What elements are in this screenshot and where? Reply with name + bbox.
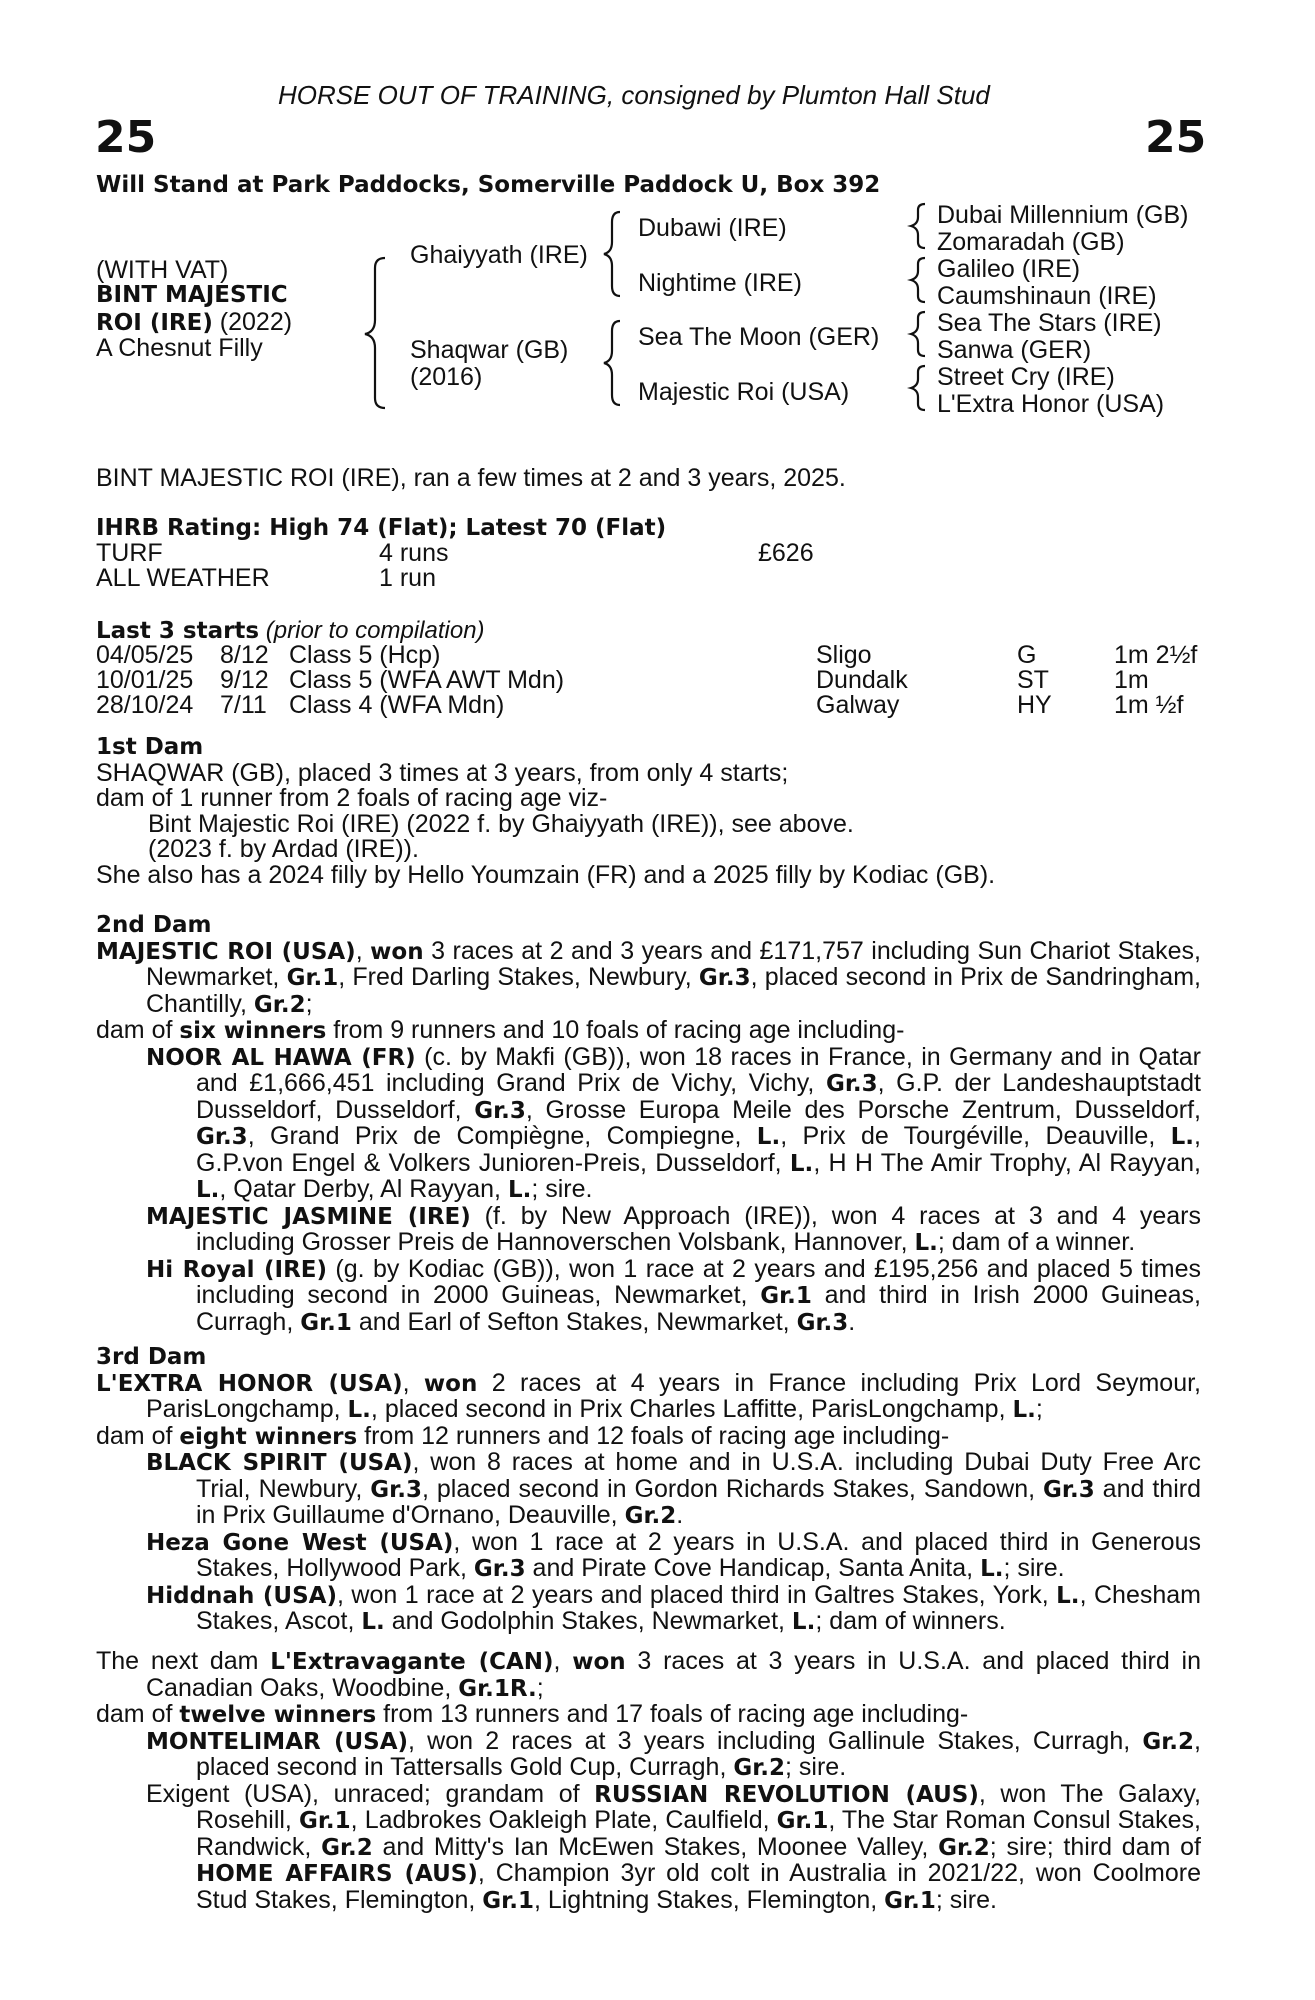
dam-dam: Majestic Roi (USA) — [638, 378, 850, 406]
start-distance: 1m ½f — [1114, 691, 1184, 719]
start-distance: 1m 2½f — [1114, 641, 1198, 669]
start-row — [96, 692, 1206, 718]
dam-record: L'EXTRA HONOR (USA), won 2 races at 4 years in France including Prix Lord Seymour, ParisLongchamp, L., placed second in Prix Charles Laffitte, ParisLongchamp, L.; — [96, 1368, 1202, 1423]
rating-surface: ALL WEATHER — [96, 564, 270, 592]
start-row — [96, 642, 1206, 668]
first-dam-section — [96, 735, 1201, 888]
produce-entry: (2023 f. by Ardad (IRE)). — [148, 835, 419, 863]
produce-entry: MAJESTIC JASMINE (IRE) (f. by New Approach (IRE)), won 4 races at 3 and 4 years including Grosser Preis de Hannoverschen Volsbank, Hannover, L.; dam of a winner. — [146, 1201, 1201, 1256]
start-going: G — [1017, 641, 1037, 669]
start-race: Class 5 (Hcp) — [289, 641, 441, 669]
dam-sire: Sea The Moon (GER) — [638, 323, 880, 351]
lot-number-left: 25 — [95, 112, 157, 163]
dam: Shaqwar (GB) — [410, 336, 569, 364]
rating-row — [96, 540, 1206, 566]
dam-dam-sire: Street Cry (IRE) — [937, 363, 1115, 391]
start-placing: 9/12 — [220, 666, 269, 694]
sire-sire-sire: Dubai Millennium (GB) — [937, 201, 1189, 229]
start-going: HY — [1017, 691, 1052, 719]
rating-heading: IHRB Rating: High 74 (Flat); Latest 70 (Flat) — [96, 515, 667, 541]
fourth-dam-section — [96, 1649, 1201, 1914]
sire-dam-sire: Galileo (IRE) — [937, 255, 1081, 283]
section-heading: 1st Dam — [96, 734, 204, 760]
horse-description: A Chesnut Filly — [96, 334, 263, 362]
section-heading: 3rd Dam — [96, 1344, 207, 1370]
produce-entry: Exigent (USA), unraced; grandam of RUSSIAN REVOLUTION (AUS), won The Galaxy, Rosehill, Gr.1, Ladbrokes Oakleigh Plate, Caulfield, Gr.1, The Star Roman Consul Stakes, Randwick, Gr.2 and Mitty's Ian McEwen Stakes, Moonee Valley, Gr.2; sire; third dam of HOME AFFAIRS (AUS), Champion 3yr old colt in Australia in 2021/22, won Coolmore Stud Stakes, Flemington, Gr.1, Lightning Stakes, Flemington, Gr.1; sire. — [146, 1779, 1202, 1914]
start-race: Class 4 (WFA Mdn) — [289, 691, 505, 719]
sire-dam: Nightime (IRE) — [638, 269, 802, 297]
produce-entry: MONTELIMAR (USA), won 2 races at 3 years including Gallinule Stakes, Curragh, Gr.2, placed second in Tattersalls Gold Cup, Curragh, Gr.2; sire. — [146, 1726, 1201, 1781]
start-going: ST — [1017, 666, 1049, 694]
dam-year: (2016) — [410, 363, 483, 391]
dam-record: The next dam L'Extravagante (CAN), won 3 races at 3 years in U.S.A. and placed third in Canadian Oaks, Woodbine, Gr.1R.; — [96, 1647, 1201, 1702]
start-race: Class 5 (WFA AWT Mdn) — [289, 666, 565, 694]
start-distance: 1m — [1114, 666, 1149, 694]
dam-produce-summary: dam of twelve winners from 13 runners and 17 foals of racing age including- — [96, 1700, 969, 1728]
start-course: Galway — [816, 691, 900, 719]
section-heading: 2nd Dam — [96, 912, 212, 938]
sire-dam-dam: Caumshinaun (IRE) — [937, 282, 1157, 310]
start-date: 10/01/25 — [96, 666, 194, 694]
dam-sire-sire: Sea The Stars (IRE) — [937, 309, 1162, 337]
dam-produce-summary: dam of six winners from 9 runners and 10 foals of racing age including- — [96, 1016, 905, 1044]
horse-name-1: BINT MAJESTIC — [96, 282, 288, 308]
rating-surface: TURF — [96, 539, 163, 567]
start-course: Sligo — [816, 641, 872, 669]
rating-runs: 1 run — [379, 564, 436, 592]
race-summary: BINT MAJESTIC ROI (IRE), ran a few times at 2 and 3 years, 2025. — [96, 464, 846, 492]
produce-entry: Hiddnah (USA), won 1 race at 2 years and placed third in Galtres Stakes, York, L., Chesham Stakes, Ascot, L. and Godolphin Stakes, Newmarket, L.; dam of winners. — [146, 1580, 1201, 1635]
start-course: Dundalk — [816, 666, 908, 694]
dam-sire-dam: Sanwa (GER) — [937, 336, 1092, 364]
dam-note: She also has a 2024 filly by Hello Youmzain (FR) and a 2025 filly by Kodiac (GB). — [96, 860, 996, 889]
stand-location: Will Stand at Park Paddocks, Somerville Paddock U, Box 392 — [96, 172, 881, 198]
start-placing: 7/11 — [220, 691, 267, 719]
rating-prize: £626 — [758, 539, 814, 567]
produce-entry: NOOR AL HAWA (FR) (c. by Makfi (GB)), won 18 races in France, in Germany and in Qatar and £1,666,451 including Grand Prix de Vichy, Vichy, Gr.3, G.P. der Landeshauptstadt Dusseldorf, Dusseldorf, Gr.3, Grosse Europa Meile des Porsche Zentrum, Dusseldorf, Gr.3, Grand Prix de Compiègne, Compiegne, L., Prix de Tourgéville, Deauville, L., G.P.von Engel & Volkers Junioren-Preis, Dusseldorf, L., H H The Amir Trophy, Al Rayyan, L., Qatar Derby, Al Rayyan, L.; sire. — [146, 1042, 1202, 1203]
dam-record: MAJESTIC ROI (USA), won 3 races at 2 and 3 years and £171,757 including Sun Chariot Stakes, Newmarket, Gr.1, Fred Darling Stakes, Newbury, Gr.3, placed second in Prix de Sandringham, Chantilly, Gr.2; — [96, 936, 1201, 1018]
dam-record: SHAQWAR (GB), placed 3 times at 3 years, from only 4 starts; — [96, 758, 789, 787]
dam-dam-dam: L'Extra Honor (USA) — [937, 390, 1165, 418]
horse-year: (2022) — [212, 308, 293, 336]
dam-produce-summary: dam of eight winners from 12 runners and 12 foals of racing age including- — [96, 1421, 950, 1450]
start-placing: 8/12 — [220, 641, 269, 669]
start-date: 28/10/24 — [96, 691, 194, 719]
lot-number-right: 25 — [1145, 112, 1207, 163]
produce-entry: Bint Majestic Roi (IRE) (2022 f. by Ghaiyyath (IRE)), see above. — [148, 809, 854, 838]
produce-entry: Heza Gone West (USA), won 1 race at 2 years in U.S.A. and placed third in Generous Stakes, Hollywood Park, Gr.3 and Pirate Cove Handicap, Santa Anita, L.; sire. — [146, 1527, 1201, 1582]
consignor-header: HORSE OUT OF TRAINING, consigned by Plumton Hall Stud — [278, 80, 990, 110]
vat-label: (WITH VAT) — [96, 256, 229, 284]
third-dam-section — [96, 1345, 1201, 1636]
rating-runs: 4 runs — [379, 539, 449, 567]
sire-sire: Dubawi (IRE) — [638, 214, 787, 242]
produce-entry: BLACK SPIRIT (USA), won 8 races at home and in U.S.A. including Dubai Duty Free Arc Trial, Newbury, Gr.3, placed second in Gordon Richards Stakes, Sandown, Gr.3 and third in Prix Guillaume d'Ornano, Deauville, Gr.2. — [146, 1448, 1201, 1529]
start-date: 04/05/25 — [96, 641, 194, 669]
dam-produce-summary: dam of 1 runner from 2 foals of racing age viz- — [96, 784, 608, 812]
last-starts-heading: Last 3 starts (prior to compilation) — [96, 617, 485, 644]
start-row — [96, 667, 1206, 693]
rating-row — [96, 565, 1206, 591]
sire: Ghaiyyath (IRE) — [410, 241, 588, 269]
produce-entry: Hi Royal (IRE) (g. by Kodiac (GB)), won 1 race at 2 years and £195,256 and placed 5 times including second in 2000 Guineas, Newmarket, Gr.1 and third in Irish 2000 Guineas, Curragh, Gr.1 and Earl of Sefton Stakes, Newmarket, Gr.3. — [146, 1254, 1201, 1336]
horse-name-2: ROI (IRE) (2022) — [96, 308, 293, 336]
sire-sire-dam: Zomaradah (GB) — [937, 228, 1125, 256]
second-dam-section — [96, 913, 1201, 1336]
